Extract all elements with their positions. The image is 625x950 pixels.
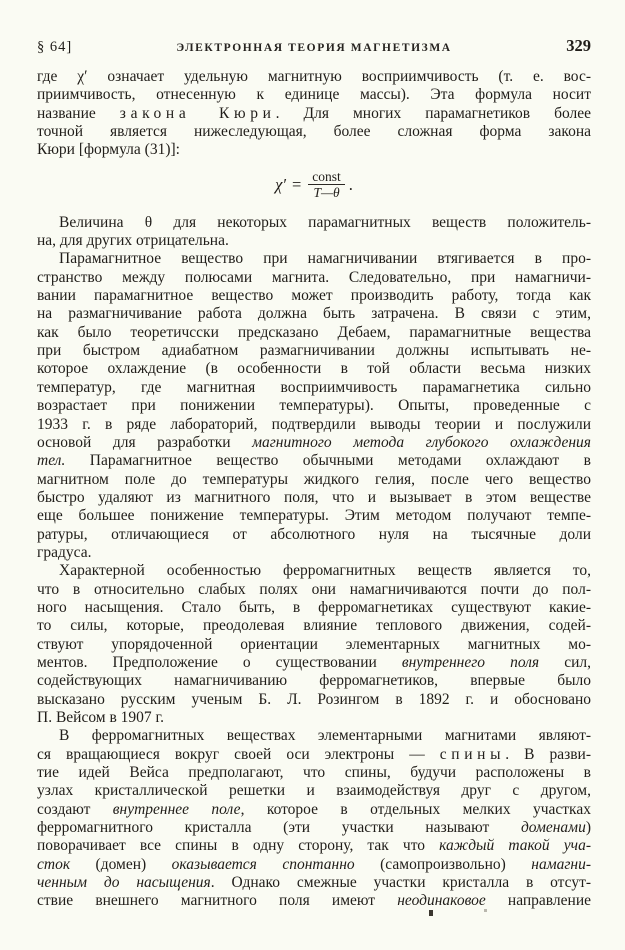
text-segment: узлах кристаллической решетки и взаимодействуя друг с другом, bbox=[37, 782, 591, 800]
text-segment: на, для других отрицательна. bbox=[37, 232, 229, 250]
text-block-bottom bbox=[37, 214, 591, 911]
text-segment: магнитного метода глубокого охлаждения bbox=[252, 433, 591, 451]
text-segment: содействующих намагничиванию ферромагнетиков, впервые было bbox=[37, 672, 591, 690]
text-segment: внутреннего поля bbox=[401, 653, 540, 671]
text-line bbox=[37, 305, 591, 323]
text-segment: неодинаковое bbox=[397, 892, 486, 910]
text-segment: 1933 г. в ряде лабораторий, подтвердили выводы теории и послужили bbox=[37, 415, 591, 433]
text-segment: что в относительно слабых полях они намагничиваются почти до пол- bbox=[37, 580, 591, 598]
text-line bbox=[37, 746, 591, 764]
text-line bbox=[37, 562, 591, 580]
text-line bbox=[37, 452, 591, 470]
text-segment: тие идей Вейса предполагают, что спины, будучи расположены в bbox=[37, 764, 591, 782]
text-line bbox=[37, 397, 591, 415]
text-line bbox=[37, 544, 591, 562]
text-segment: высказано русским ученым Б. Л. Розингом в 1892 г. и обосновано bbox=[37, 690, 591, 708]
text-segment: приимчивость, отнесенную к единице массы). Эта формула носит bbox=[37, 86, 591, 104]
text-segment: поворачивает все спины в одну сторону, так что bbox=[37, 837, 440, 855]
text-segment: ного насыщения. Стало быть, в ферромагнетиках существуют какие- bbox=[37, 598, 591, 616]
text-segment: Характерной особенностью ферромагнитных веществ является то, bbox=[59, 562, 591, 580]
text-line bbox=[37, 599, 591, 617]
text-segment: направление bbox=[485, 892, 591, 910]
text-line bbox=[37, 801, 591, 819]
text-segment: каждый такой уча- bbox=[439, 837, 591, 855]
text-segment: вании парамагнитное вещество может производить работу, тогда как bbox=[37, 287, 591, 305]
text-segment: доменами bbox=[520, 819, 586, 837]
page-number: 329 bbox=[566, 36, 591, 55]
section-label: § 64] bbox=[37, 39, 73, 55]
text-segment: В ферромагнитных веществах элементарными магнитами являют- bbox=[59, 727, 591, 745]
page-body bbox=[37, 68, 591, 911]
text-line bbox=[37, 269, 591, 287]
text-line bbox=[37, 727, 591, 745]
text-line bbox=[37, 874, 591, 892]
text-segment: Величина θ для некоторых парамагнитных веществ положитель- bbox=[59, 213, 591, 231]
text-line bbox=[37, 68, 591, 86]
text-segment: ствие внешнего магнитного поля имеют bbox=[37, 892, 398, 910]
text-line bbox=[37, 654, 591, 672]
page-header bbox=[37, 36, 591, 55]
text-line bbox=[37, 287, 591, 305]
text-segment: закона Кюри bbox=[119, 104, 276, 122]
text-segment: Кюри [формула (31)]: bbox=[37, 141, 180, 159]
text-line bbox=[37, 709, 591, 727]
text-segment: . Однако смежные участки кристалла в отсут- bbox=[210, 874, 591, 892]
text-line bbox=[37, 507, 591, 525]
text-segment: на размагничивание работа должна быть затрачена. В связи с этим, bbox=[37, 305, 591, 323]
text-segment: . Для многих парамагнетиков более bbox=[275, 104, 591, 122]
formula-lhs: χ′ bbox=[275, 174, 286, 194]
text-line bbox=[37, 342, 591, 360]
text-line bbox=[37, 324, 591, 342]
text-line bbox=[37, 379, 591, 397]
text-segment: (домен) bbox=[70, 855, 172, 873]
text-line bbox=[37, 141, 591, 159]
text-line bbox=[37, 819, 591, 837]
text-line bbox=[37, 764, 591, 782]
text-segment: при быстром адиабатном размагничивании должны испытывать не- bbox=[37, 342, 591, 360]
text-segment: магнитном поле до температуры жидкого гелия, после чего вещество bbox=[37, 470, 591, 488]
text-segment: температур, где магнитная восприимчивость парамагнетика сильно bbox=[37, 378, 591, 396]
text-segment: ) bbox=[585, 819, 591, 837]
text-segment: странство между полюсами магнита. Следовательно, при намагничи- bbox=[37, 268, 591, 286]
text-line bbox=[37, 416, 591, 434]
text-segment: которое охлаждение (в особенности в той области весьма низких bbox=[37, 360, 591, 378]
formula-period: . bbox=[348, 174, 353, 194]
text-segment: возрастает при понижении температуры). Опыты, проведенные с bbox=[37, 397, 591, 415]
text-segment: как было теоретичсски предсказано Дебаем, парамагнитные вещества bbox=[37, 323, 591, 341]
text-segment: спины bbox=[439, 745, 506, 763]
text-segment: где χ′ означает удельную магнитную восприимчивость (т. е. вос- bbox=[37, 68, 591, 85]
text-segment: (самопроизвольно) bbox=[354, 855, 532, 873]
text-segment: Парамагнитное вещество обычными методами охлаждают в bbox=[65, 452, 591, 470]
text-segment: градуса. bbox=[37, 543, 92, 561]
formula-fraction bbox=[308, 169, 345, 200]
text-line bbox=[37, 526, 591, 544]
text-segment: П. Вейсом в 1907 г. bbox=[37, 709, 165, 726]
text-segment: точной является нижеследующая, более сложная форма закона bbox=[37, 123, 591, 141]
text-segment: еще большее понижение температуры. Этим методом получают темпе- bbox=[37, 507, 591, 525]
text-segment: название bbox=[37, 104, 120, 122]
text-line bbox=[37, 214, 591, 232]
text-segment: ченным до насыщения bbox=[37, 874, 211, 892]
text-line bbox=[37, 617, 591, 635]
text-segment: основой для разработки bbox=[37, 433, 253, 451]
running-title: ЭЛЕКТРОННАЯ ТЕОРИЯ МАГНЕТИЗМА bbox=[176, 42, 452, 54]
text-line bbox=[37, 434, 591, 452]
ink-speck bbox=[429, 910, 433, 916]
text-block-top bbox=[37, 68, 591, 160]
text-line bbox=[37, 123, 591, 141]
text-segment: тел. bbox=[37, 452, 66, 470]
formula-numerator: const bbox=[312, 169, 341, 185]
formula-equals: = bbox=[291, 174, 302, 194]
text-line bbox=[37, 856, 591, 874]
text-segment: оказывается спонтанно bbox=[171, 855, 355, 873]
text-segment: то силы, которые, преодолевая влияние теплового движения, содей- bbox=[37, 617, 591, 635]
text-line bbox=[37, 892, 591, 910]
text-line bbox=[37, 105, 591, 123]
text-segment: ферромагнитного кристалла (эти участки называют bbox=[37, 819, 521, 837]
text-line bbox=[37, 691, 591, 709]
text-segment: сил, bbox=[539, 653, 591, 671]
text-segment: , которое в отдельных мелких участках bbox=[240, 800, 591, 818]
text-segment: ментов. Предположение о существовании bbox=[37, 653, 402, 671]
text-segment: создают bbox=[37, 800, 113, 818]
text-segment: ратуры, отличающиеся от абсолютного нуля на тысячные доли bbox=[37, 525, 591, 543]
text-line bbox=[37, 471, 591, 489]
text-segment: ся вращающиеся вокруг своей оси электроны — bbox=[37, 745, 440, 763]
text-segment: сток bbox=[37, 855, 71, 873]
text-line bbox=[37, 837, 591, 855]
text-line bbox=[37, 360, 591, 378]
text-line bbox=[37, 581, 591, 599]
text-line bbox=[37, 636, 591, 654]
text-line bbox=[37, 232, 591, 250]
curie-law-formula bbox=[37, 160, 591, 210]
text-line bbox=[37, 489, 591, 507]
text-line bbox=[37, 250, 591, 268]
formula-denominator: T—θ bbox=[308, 184, 345, 200]
text-segment: Парамагнитное вещество при намагничивании втягивается в про- bbox=[59, 250, 591, 268]
text-line bbox=[37, 86, 591, 104]
ink-speck bbox=[484, 909, 487, 912]
text-segment: . В разви- bbox=[505, 745, 591, 763]
text-line bbox=[37, 782, 591, 800]
text-line bbox=[37, 672, 591, 690]
text-segment: ствуют упорядоченной ориентации элементарных магнитных мо- bbox=[37, 635, 591, 653]
text-segment: внутреннее поле bbox=[112, 800, 241, 818]
text-segment: намагни- bbox=[531, 855, 591, 873]
text-segment: быстро удаляют из магнитного поля, что и вызывает в этом веществе bbox=[37, 488, 591, 506]
